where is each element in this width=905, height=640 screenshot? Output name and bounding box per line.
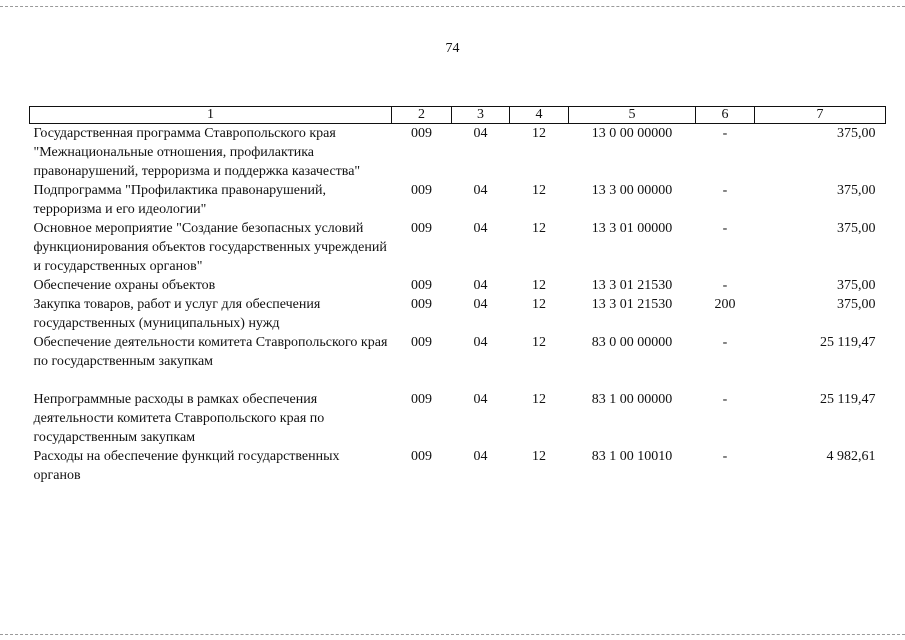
- target-article-code: 13 0 00 00000: [591, 126, 673, 141]
- table-row: [30, 295, 886, 333]
- section-code: 04: [473, 183, 488, 198]
- amount: 4 982,61: [826, 449, 876, 464]
- expense-name: Основное мероприятие "Создание безопасных условий функционирования объектов государственных учреждений и государственных органов": [33, 221, 387, 274]
- expense-name: Обеспечение деятельности комитета Ставропольского края по государственным закупкам: [33, 335, 388, 369]
- column-header: 5: [569, 107, 696, 124]
- amount: 375,00: [837, 126, 876, 141]
- target-article-code: 83 1 00 00000: [591, 392, 673, 407]
- amount: 375,00: [837, 221, 876, 236]
- subsection-code: 12: [532, 392, 546, 407]
- table-row: [30, 124, 886, 182]
- section-code: 04: [473, 126, 488, 141]
- table-row: [30, 447, 886, 485]
- ministry-code: 009: [411, 221, 432, 236]
- expense-name: Расходы на обеспечение функций государственных органов: [33, 449, 340, 483]
- expense-name: Подпрограмма "Профилактика правонарушений, терроризма и его идеологии": [33, 183, 326, 217]
- ministry-code: 009: [411, 278, 432, 293]
- subsection-code: 12: [532, 183, 546, 198]
- expense-type-code: -: [722, 183, 728, 198]
- budget-table: [29, 106, 886, 485]
- ministry-code: 009: [411, 449, 432, 464]
- amount: 25 119,47: [820, 392, 876, 407]
- target-article-code: 13 3 01 21530: [591, 297, 673, 312]
- amount: 375,00: [837, 297, 876, 312]
- target-article-code: 13 3 01 00000: [591, 221, 673, 236]
- column-number-row: [30, 107, 886, 124]
- amount: 375,00: [837, 183, 876, 198]
- table-row: [30, 390, 886, 447]
- expense-name: Непрограммные расходы в рамках обеспечения деятельности комитета Ставропольского края по государственным закупкам: [33, 392, 325, 445]
- expense-name: Закупка товаров, работ и услуг для обеспечения государственных (муниципальных) нужд: [33, 297, 321, 331]
- column-header: 6: [696, 107, 755, 124]
- expense-name: Обеспечение охраны объектов: [33, 278, 216, 293]
- table-row: [30, 219, 886, 276]
- ministry-code: 009: [411, 183, 432, 198]
- amount: 25 119,47: [820, 335, 876, 350]
- section-code: 04: [473, 335, 488, 350]
- table-row: [30, 181, 886, 219]
- table-row: [30, 276, 886, 295]
- subsection-code: 12: [532, 278, 546, 293]
- blank-row: [30, 371, 886, 390]
- expense-type-code: -: [722, 221, 728, 236]
- ministry-code: 009: [411, 392, 432, 407]
- target-article-code: 13 3 00 00000: [591, 183, 673, 198]
- section-code: 04: [473, 392, 488, 407]
- expense-type-code: 200: [714, 297, 736, 312]
- section-code: 04: [473, 221, 488, 236]
- subsection-code: 12: [532, 335, 546, 350]
- expense-type-code: -: [722, 278, 728, 293]
- subsection-code: 12: [532, 221, 546, 236]
- ministry-code: 009: [411, 126, 432, 141]
- section-code: 04: [473, 449, 488, 464]
- expense-name: Государственная программа Ставропольского края "Межнациональные отношения, профилактика правонарушений, терроризма и поддержка казачества": [33, 126, 361, 179]
- ministry-code: 009: [411, 297, 432, 312]
- subsection-code: 12: [532, 297, 546, 312]
- subsection-code: 12: [532, 449, 546, 464]
- column-header: 1: [30, 107, 392, 124]
- column-header: 7: [755, 107, 886, 124]
- expense-type-code: -: [722, 335, 728, 350]
- page-number: 74: [445, 41, 460, 56]
- ministry-code: 009: [411, 335, 432, 350]
- section-code: 04: [473, 297, 488, 312]
- scan-edge-top: [0, 6, 905, 7]
- expense-type-code: -: [722, 449, 728, 464]
- scan-edge-bottom: [0, 634, 905, 635]
- expense-type-code: -: [722, 126, 728, 141]
- table-row: [30, 333, 886, 371]
- blank-cell: [30, 371, 886, 390]
- expense-type-code: -: [722, 392, 728, 407]
- column-header: 4: [510, 107, 569, 124]
- column-header: 2: [392, 107, 452, 124]
- column-header: 3: [452, 107, 510, 124]
- target-article-code: 13 3 01 21530: [591, 278, 673, 293]
- subsection-code: 12: [532, 126, 546, 141]
- target-article-code: 83 1 00 10010: [591, 449, 673, 464]
- target-article-code: 83 0 00 00000: [591, 335, 673, 350]
- amount: 375,00: [837, 278, 876, 293]
- section-code: 04: [473, 278, 488, 293]
